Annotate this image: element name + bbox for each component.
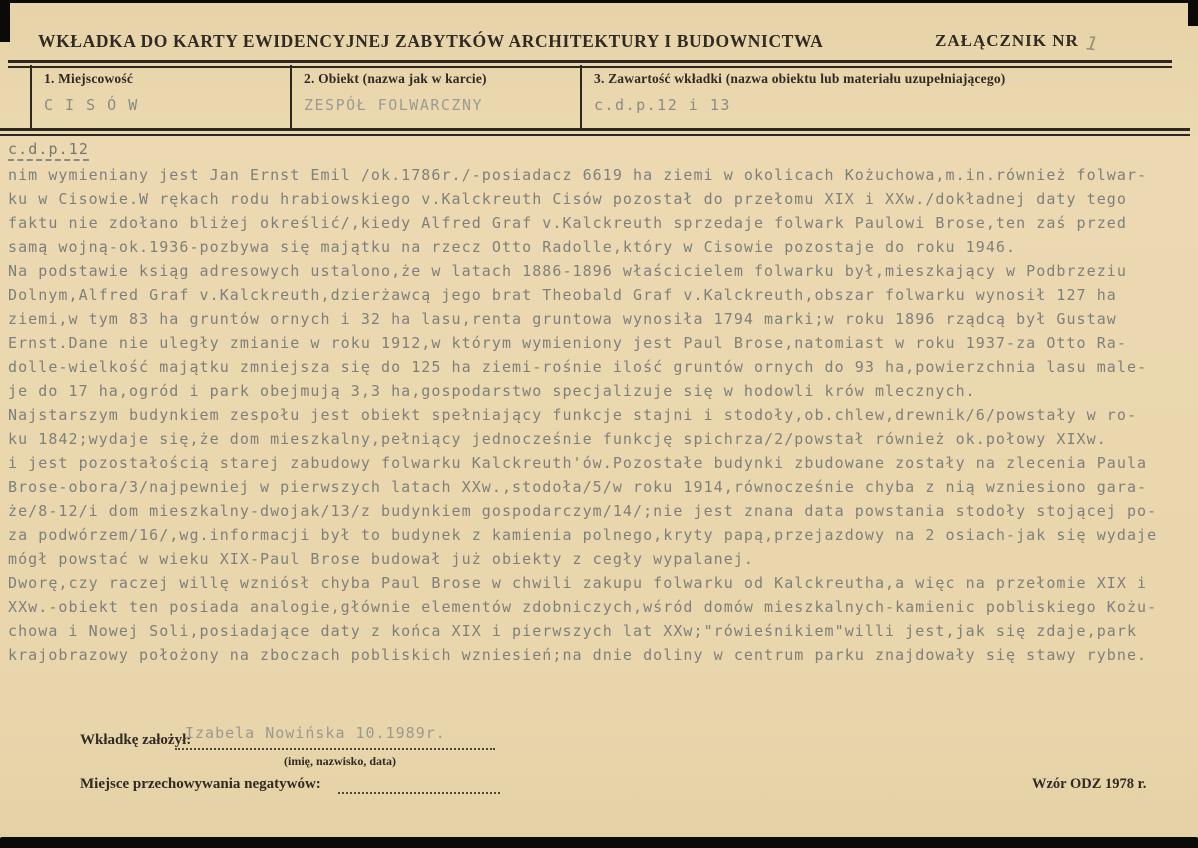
typed-line: XXw.-obiekt ten posiada analogie,głównie elementów zdobniczych,wśród domów mieszkalnych-kamienic pobliskiego Kożu- [8, 598, 1158, 616]
document-title: WKŁADKA DO KARTY EWIDENCYJNEJ ZABYTKÓW ARCHITEKTURY I BUDOWNICTWA [38, 31, 824, 51]
typed-line: i jest pozostałością starej zabudowy folwarku Kalckreuth'ów.Pozostałe budynki zbudowane zostały na zlecenia Paula [8, 454, 1148, 472]
founder-label: Wkładkę założył: [80, 732, 192, 748]
typed-line: ziemi,w tym 83 ha gruntów ornych i 32 ha lasu,renta gruntowa wynosiła 1794 marki;w roku 1896 rządcą był Gustaw [8, 310, 1117, 328]
scan-edge-top [10, 0, 1198, 3]
field-zawartosc [580, 65, 1172, 128]
typed-line: Dolnym,Alfred Graf v.Kalckreuth,dzierżawcą jego brat Theobald Graf v.Kalckreuth,obszar folwarku wynosił 127 ha [8, 286, 1117, 304]
negatives-label: Miejsce przechowywania negatywów: [80, 776, 321, 792]
scan-edge-top-right [1188, 0, 1198, 26]
typed-line: ku w Cisowie.W rękach rodu hrabiowskiego v.Kalckreuth Cisów pozostał do przełomu XIX i XXw./dokładnej daty tego [8, 190, 1127, 208]
field-miejscowosc-label: 1. Miejscowość [44, 71, 134, 86]
typed-line: faktu nie zdołano bliżej określić/,kiedy Alfred Graf v.Kalckreuth sprzedaje folwark Paulowi Brose,ten zaś przed [8, 214, 1127, 232]
typed-line: Brose-obora/3/najpewniej w pierwszych latach XXw.,stodoła/5/w roku 1914,równocześnie chyba z nią wzniesiono gara- [8, 478, 1148, 496]
typed-body [8, 163, 1194, 667]
fields-table [30, 65, 1172, 128]
founder-signature-line [175, 748, 495, 750]
field-obiekt-value: ZESPÓŁ FOLWARCZNY [304, 96, 484, 114]
typed-line: nim wymieniany jest Jan Ernst Emil /ok.1786r./-posiadacz 6619 ha ziemi w okolicach Kożuchowa,m.in.również folwar- [8, 166, 1148, 184]
field-zawartosc-label: 3. Zawartość wkładki (nazwa obiektu lub materiału uzupełniającego) [594, 71, 1006, 86]
typed-line: chowa i Nowej Soli,posiadające daty z końca XIX i pierwszych lat XXw;"rówieśnikiem"willi jest,jak się zdaje,park [8, 622, 1138, 640]
founder-hint: (imię, nazwisko, data) [284, 754, 396, 768]
scan-edge-bottom [0, 837, 1198, 848]
body-heading: c.d.p.12 [8, 140, 89, 161]
typed-line: krajobrazowy położony na zboczach pobliskich wzniesień;na dnie doliny w centrum parku znajdowały się stawy rybne. [8, 646, 1148, 664]
typed-line: je do 17 ha,ogród i park obejmują 3,3 ha,gospodarstwo specjalizuje się w hodowli krów mlecznych. [8, 382, 976, 400]
typed-line: samą wojną-ok.1936-pozbywa się majątku na rzecz Otto Radolle,który w Cisowie pozostaje do roku 1946. [8, 238, 1017, 256]
field-obiekt [290, 65, 580, 128]
field-obiekt-label: 2. Obiekt (nazwa jak w karcie) [304, 71, 487, 86]
scan-edge-top-left [0, 0, 10, 42]
typed-line: dolle-wielkość majątku zmniejsza się do 125 ha ziemi-rośnie ilość gruntów ornych do 93 ha,powierzchnia lasu male- [8, 358, 1148, 376]
typed-line: że/8-12/i dom mieszkalny-dwojak/13/z budynkiem gospodarczym/14/;nie jest znana data powstania stodoły stojącej po- [8, 502, 1158, 520]
typed-line: mógł powstać w wieku XIX-Paul Brose budował już obiekty z cegły wypalanej. [8, 550, 754, 568]
field-miejscowosc [32, 65, 290, 128]
typed-line: Dworę,czy raczej willę wzniósł chyba Paul Brose w chwili zakupu folwarku od Kalckreutha,a więc na przełomie XIX i [8, 574, 1148, 592]
form-code: Wzór ODZ 1978 r. [1032, 776, 1147, 792]
field-zawartosc-value: c.d.p.12 i 13 [594, 96, 731, 114]
attachment-number-handwritten: 1 [1084, 32, 1100, 56]
typed-line: Na podstawie ksiąg adresowych ustalono,że w latach 1886-1896 właścicielem folwarku był,mieszkający w Podbrzeziu [8, 262, 1127, 280]
typed-line: ku 1842;wydaje się,że dom mieszkalny,pełniący jednocześnie funkcję spichrza/2/powstał również ok.połowy XIXw. [8, 430, 1107, 448]
founder-value-typed: Izabela Nowińska 10.1989r. [185, 724, 446, 742]
negatives-fill-line [338, 792, 500, 794]
typed-line: Ernst.Dane nie uległy zmianie w roku 1912,w którym wymieniony jest Paul Brose,natomiast w roku 1937-za Otto Ra- [8, 334, 1127, 352]
typed-line: za podwórzem/16/,wg.informacji był to budynek z kamienia polnego,kryty papą,przejazdowy na 2 osiach-jak się wydaje [8, 526, 1158, 544]
typed-line: Najstarszym budynkiem zespołu jest obiekt spełniający funkcje stajni i stodoły,ob.chlew,drewnik/6/powstały w ro- [8, 406, 1138, 424]
field-miejscowosc-value: C I S Ó W [44, 96, 139, 114]
divider-table-bottom [0, 128, 1190, 136]
attachment-label: ZAŁĄCZNIK NR [935, 31, 1079, 50]
